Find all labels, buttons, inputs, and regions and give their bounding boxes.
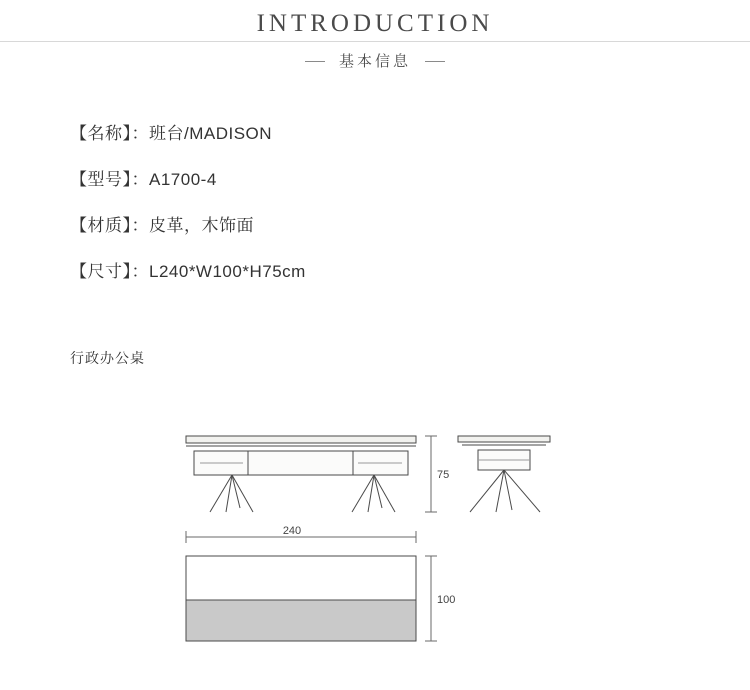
spec-value-size: L240*W100*H75cm <box>149 262 306 281</box>
spec-label-model: 【型号】： <box>70 170 149 189</box>
spec-row-material <box>70 216 306 236</box>
spec-value-model: A1700-4 <box>149 170 217 189</box>
spec-row-name <box>70 124 306 144</box>
spec-label-size: 【尺寸】： <box>70 262 149 281</box>
spec-label-material: 【材质】： <box>70 216 149 235</box>
page-header <box>0 0 750 40</box>
dim-label-height: 75 <box>437 469 450 481</box>
spec-list <box>70 124 306 308</box>
spec-value-name: 班台/MADISON <box>149 124 273 143</box>
spec-value-material: 皮革，木饰面 <box>149 216 254 235</box>
spec-row-size <box>70 262 306 282</box>
drawing-svg <box>0 400 750 690</box>
product-category: 行政办公桌 <box>70 350 145 366</box>
page-title: INTRODUCTION <box>256 10 494 37</box>
header-divider <box>0 41 750 42</box>
subtitle-row <box>0 49 750 75</box>
dim-label-width: 240 <box>282 525 302 537</box>
dim-label-depth: 100 <box>437 594 456 606</box>
technical-drawings <box>0 400 750 690</box>
spec-label-name: 【名称】： <box>70 124 149 143</box>
page-subtitle: 基本信息 <box>325 49 425 75</box>
spec-row-model <box>70 170 306 190</box>
